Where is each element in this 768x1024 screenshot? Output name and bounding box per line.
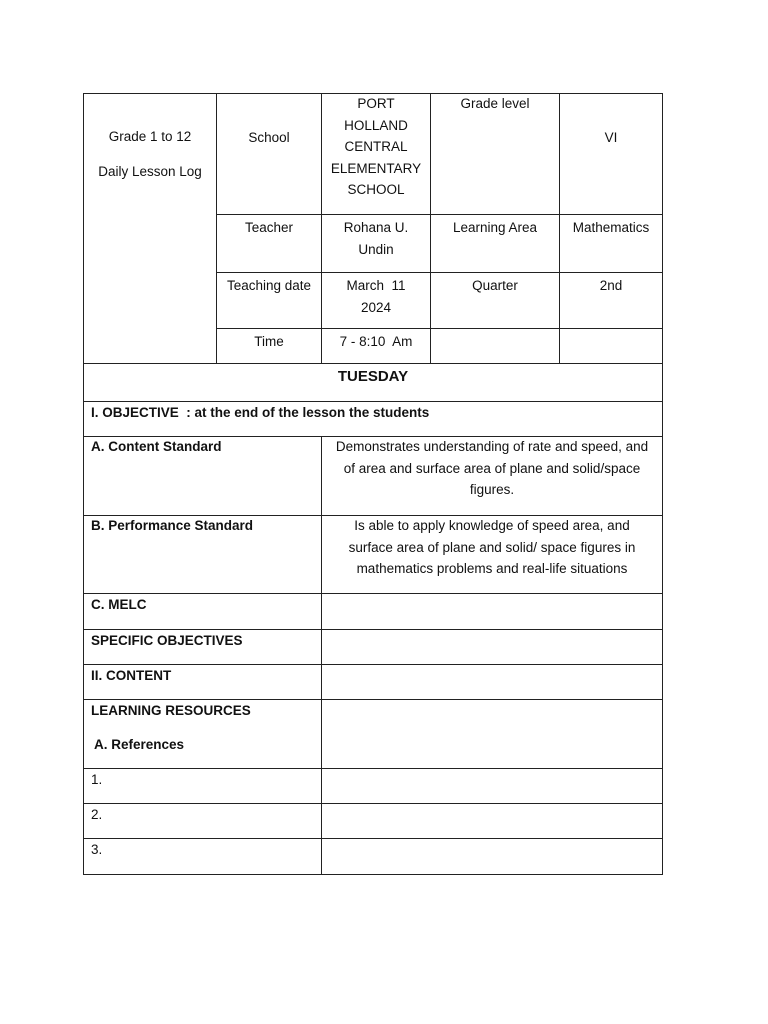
learning-area-label-cell [431,214,559,272]
teacher-label: Teacher [244,220,294,235]
performance-standard-label: B. Performance Standard [91,518,254,533]
time-value-cell [322,328,430,363]
reference-1-number: 1. [91,772,103,787]
performance-standard-line: mathematics problems and real-life situations [356,561,628,576]
performance-standard-line: Is able to apply knowledge of speed area, and [354,518,630,533]
school-value-line: SCHOOL [347,182,405,197]
performance-standard-label-cell [84,515,321,593]
time-value: 7 - 8:10 Am [339,334,413,349]
reference-2-cell [84,803,321,838]
quarter-value: 2nd [599,278,623,293]
objective-heading: I. OBJECTIVE : at the end of the lesson the students [91,405,430,420]
objective-heading-cell [84,401,662,436]
school-value-line: PORT [357,96,395,111]
content-standard-line: of area and surface area of plane and solid/space [343,460,641,476]
specific-objectives-label-cell [84,629,321,664]
performance-standard-value-cell [322,515,662,593]
day-heading: TUESDAY [337,368,409,386]
reference-1-cell [84,768,321,803]
learning-resources-cell [84,699,321,768]
school-label-cell [217,94,321,182]
content-label: II. CONTENT [91,668,172,683]
time-label-cell [217,328,321,363]
teaching-date-value-line: March 11 [346,278,406,293]
learning-resources-label: LEARNING RESOURCES [91,703,251,718]
teaching-date-value-cell [322,272,430,328]
quarter-label: Quarter [472,278,518,293]
log-title-line2: Daily Lesson Log [98,163,202,179]
table-border-right [662,93,663,875]
references-label: A. References [94,736,185,752]
content-standard-label: A. Content Standard [91,439,222,454]
content-standard-value-cell [322,436,662,515]
grade-level-value-cell [560,94,662,182]
reference-3-cell [84,838,321,874]
day-cell [84,364,662,390]
melc-label-cell [84,593,321,629]
school-value-line: CENTRAL [344,139,408,154]
reference-3-number: 3. [91,842,103,857]
grade-level-label: Grade level [460,96,530,111]
specific-objectives-label: SPECIFIC OBJECTIVES [91,633,243,648]
school-value-cell [322,93,430,213]
content-standard-line: figures. [469,482,515,497]
learning-area-value: Mathematics [572,220,650,235]
teacher-label-cell [217,214,321,272]
table-border-bottom [83,874,663,875]
school-value-line: ELEMENTARY [330,160,422,176]
content-standard-line: Demonstrates understanding of rate and speed, and [335,439,649,454]
grade-level-value: VI [604,130,618,146]
quarter-value-cell [560,272,662,328]
content-standard-label-cell [84,436,321,515]
log-title-line1: Grade 1 to 12 [108,129,192,144]
teaching-date-label: Teaching date [226,278,312,293]
performance-standard-line: surface area of plane and solid/ space figures in [348,539,636,555]
teacher-value-cell [322,214,430,272]
melc-label: C. MELC [91,597,147,612]
school-label: School [248,130,290,146]
grade-level-label-cell [431,93,559,133]
log-title-cell [84,94,216,214]
teacher-value-line: Rohana U. [343,220,409,235]
time-label: Time [254,334,284,349]
school-value-line: HOLLAND [344,117,408,133]
content-label-cell [84,664,321,699]
teaching-date-value-line: 2024 [360,299,392,315]
learning-area-label: Learning Area [452,220,538,235]
reference-2-number: 2. [91,807,103,822]
teacher-value-line: Undin [358,241,394,257]
learning-area-value-cell [560,214,662,272]
quarter-label-cell [431,272,559,328]
teaching-date-label-cell [217,272,321,328]
